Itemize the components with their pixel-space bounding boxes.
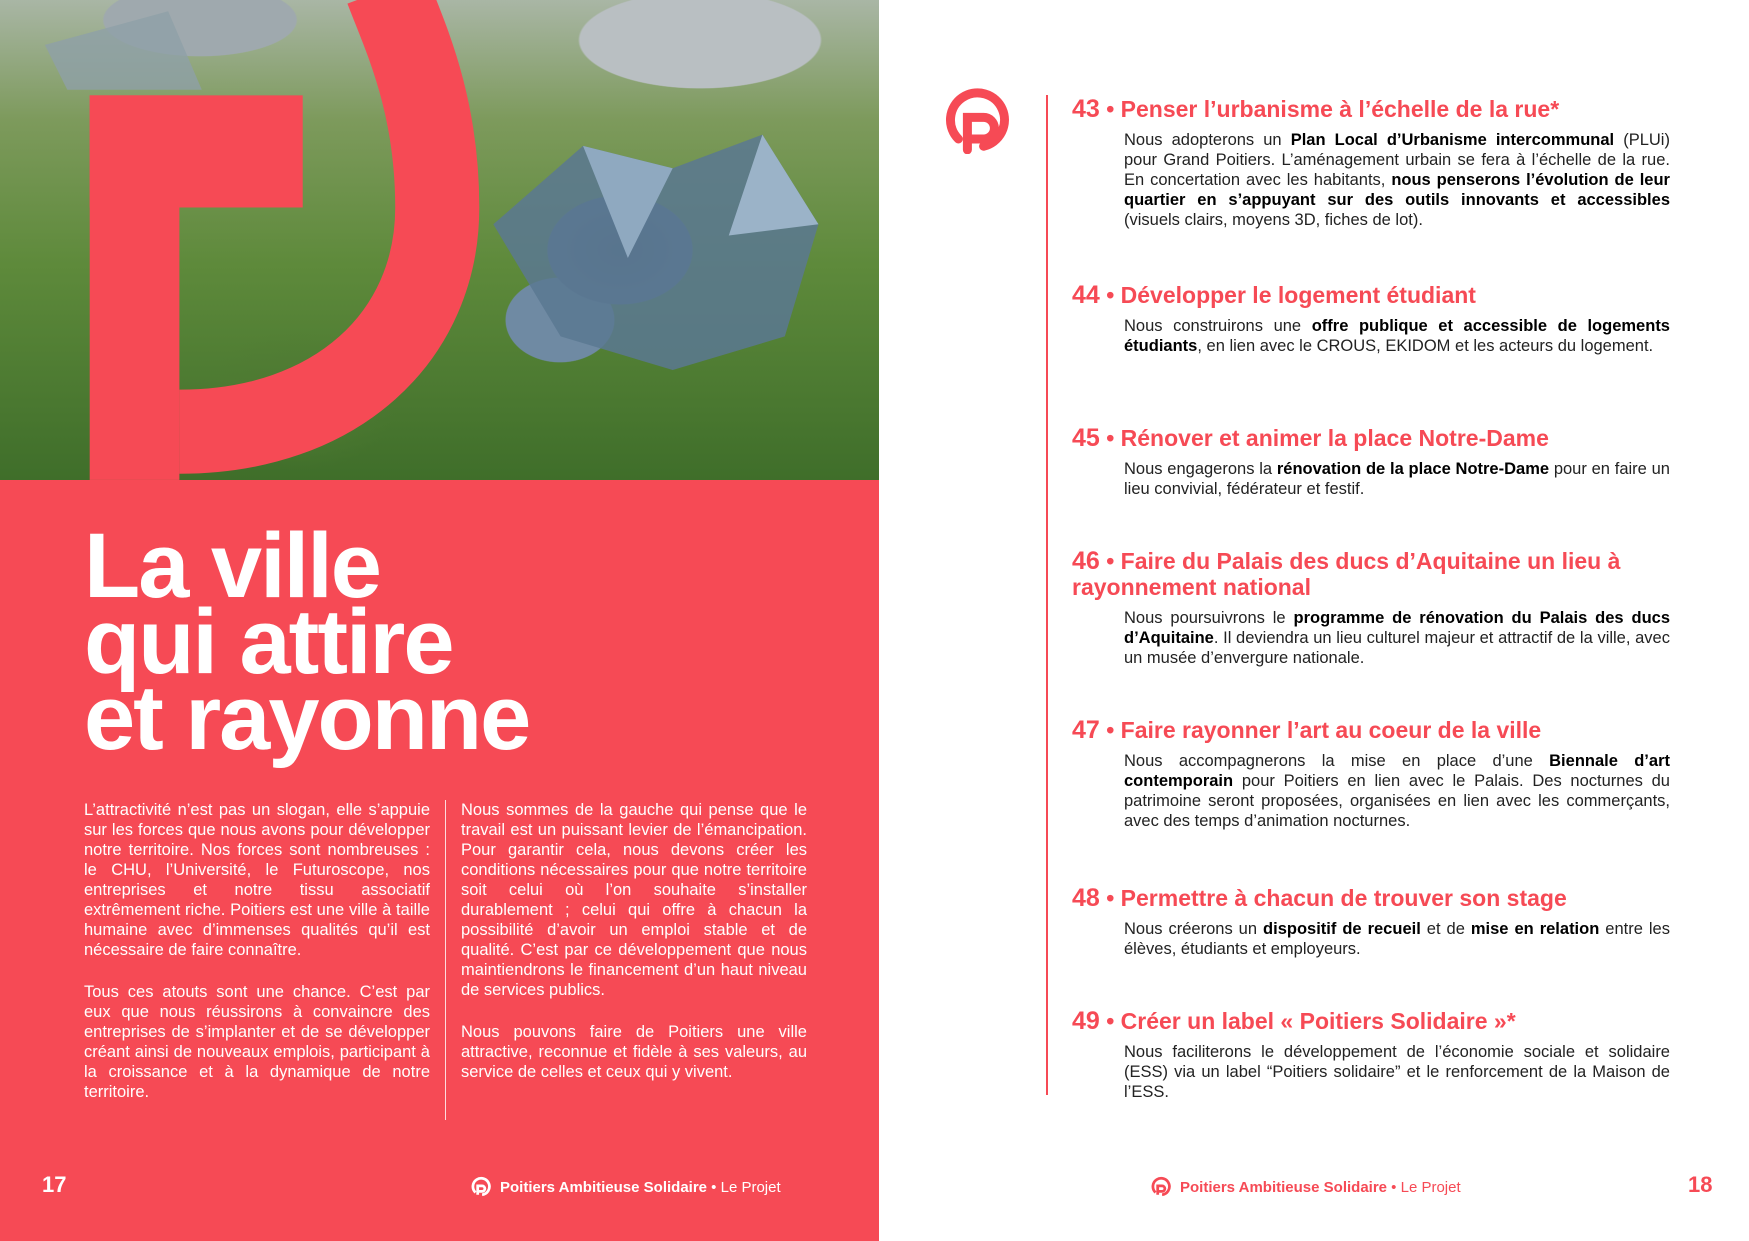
text: Nous accompagnerons la mise en place d’une: [1124, 752, 1550, 770]
proposal-heading: 49 • Créer un label « Poitiers Solidaire »*: [1072, 1007, 1516, 1035]
proposal-body: [1124, 919, 1670, 959]
proposal-title: Rénover et animer la place Notre-Dame: [1120, 425, 1549, 451]
bold-text: Biennale d’art contemporain: [1124, 752, 1670, 790]
proposal-number: 47: [1072, 716, 1100, 744]
title-line: qui attire: [84, 591, 453, 693]
bold-text: mise en relation: [1470, 920, 1600, 938]
bold-text: rénovation de la place Notre-Dame: [1276, 460, 1550, 478]
text: et de: [1420, 920, 1471, 938]
text: pour en faire un lieu convivial, fédérateur et festif.: [1124, 460, 1670, 498]
proposal-body: [1124, 130, 1670, 230]
footer: [1150, 1176, 1461, 1198]
proposal-number: 46: [1072, 547, 1100, 575]
proposal-item: [1072, 717, 1682, 831]
bold-text: dispositif de recueil: [1263, 920, 1421, 938]
proposal-title: Permettre à chacun de trouver son stage: [1120, 885, 1567, 911]
proposal-heading: 46 • Faire du Palais des ducs d’Aquitaine un lieu à rayonnement national: [1072, 547, 1621, 600]
proposal-number: 48: [1072, 884, 1100, 912]
text: . Il deviendra un lieu culturel majeur et attractif de la ville, avec un musée d’envergure nationale.: [1124, 629, 1670, 667]
logo-icon: [1150, 1176, 1172, 1198]
column-divider: [445, 800, 446, 1120]
footer-separator: •: [1387, 1178, 1401, 1196]
proposal-item: [1072, 425, 1682, 499]
footer-section: Le Projet: [1400, 1178, 1461, 1196]
proposal-heading: 45 • Rénover et animer la place Notre-Dame: [1072, 424, 1549, 452]
proposal-item: [1072, 1008, 1682, 1102]
proposal-item: [1072, 282, 1682, 356]
proposal-heading: 43 • Penser l’urbanisme à l’échelle de la rue*: [1072, 95, 1560, 123]
page-number: 17: [42, 1172, 67, 1197]
logo-icon: [944, 88, 1016, 154]
footer-brand: Poitiers Ambitieuse Solidaire: [1180, 1178, 1388, 1196]
paragraph: Tous ces atouts sont une chance. C’est par eux que nous réussirons à convaincre des entreprises de s’implanter et de se développer créant ainsi de nouveaux emplois, participant à la croissance et à la dynamique de notre territoire.: [84, 983, 430, 1101]
text: (visuels clairs, moyens 3D, fiches de lot).: [1124, 211, 1423, 229]
proposal-item: [1072, 885, 1682, 959]
title-line: La ville: [84, 515, 380, 617]
text: pour Poitiers en lien avec le Palais. Des nocturnes du patrimoine seront proposées, organisées en lien avec les commerçants, avec des temps d’animation nocturnes.: [1124, 772, 1670, 830]
text-column-1: [84, 800, 430, 1124]
proposal-heading: 47 • Faire rayonner l’art au coeur de la ville: [1072, 716, 1542, 744]
text: Nous faciliterons le développement de l’économie sociale et solidaire (ESS) via un label “Poitiers solidaire” et le renforcement de la Maison de l’ESS.: [1124, 1043, 1670, 1101]
logo-p-shape: [0, 0, 879, 480]
page-number: 18: [1688, 1172, 1713, 1197]
aerial-photo-futuroscope: [0, 0, 879, 480]
text: entre les élèves, étudiants et employeurs.: [1124, 920, 1670, 958]
bold-text: Plan Local d’Urbanisme intercommunal: [1290, 131, 1615, 149]
proposal-title: Faire rayonner l’art au coeur de la ville: [1120, 717, 1542, 743]
text-column-2: [461, 800, 807, 1104]
proposal-number: 49: [1072, 1007, 1100, 1035]
footer-separator: •: [707, 1178, 721, 1196]
text: Nous engagerons la: [1124, 460, 1277, 478]
proposal-title: Faire du Palais des ducs d’Aquitaine un lieu à rayonnement national: [1072, 548, 1621, 600]
footer: [470, 1176, 781, 1198]
proposal-heading: 44 • Développer le logement étudiant: [1072, 281, 1476, 309]
proposal-item: [1072, 96, 1682, 230]
bold-text: nous penserons l’évolution de leur quartier en s’appuyant sur des outils innovants et accessibles: [1124, 171, 1670, 209]
proposal-title: Développer le logement étudiant: [1120, 282, 1476, 308]
vertical-rule: [1046, 95, 1048, 1095]
text: Nous adopterons un: [1124, 131, 1291, 149]
proposal-body: [1124, 1042, 1670, 1102]
text: Nous poursuivrons le: [1124, 609, 1294, 627]
proposal-body: [1124, 459, 1670, 499]
proposal-body: [1124, 316, 1670, 356]
text: Nous créerons un: [1124, 920, 1264, 938]
proposal-heading: 48 • Permettre à chacun de trouver son stage: [1072, 884, 1567, 912]
logo-icon: [470, 1176, 492, 1198]
text: Nous construirons une: [1124, 317, 1312, 335]
footer-section: Le Projet: [720, 1178, 781, 1196]
proposal-number: 45: [1072, 424, 1100, 452]
proposal-item: [1072, 548, 1682, 668]
proposal-body: [1124, 751, 1670, 831]
footer-brand: Poitiers Ambitieuse Solidaire: [500, 1178, 708, 1196]
bold-text: offre publique et accessible de logements étudiants: [1124, 317, 1670, 355]
paragraph: Nous sommes de la gauche qui pense que le travail est un puissant levier de l’émancipation. Pour garantir cela, nous devons créer les conditions nécessaires pour que notre territoire soit celui où l’on souhaite s’installer durablement ; celui qui offre à chacun la possibilité d’avoir un emploi stable et de qualité. C’est par ce développement que nous maintiendrons le financement d’un haut niveau de services publics.: [461, 801, 807, 999]
paragraph: L’attractivité n’est pas un slogan, elle s’appuie sur les forces que nous avons pour développer notre territoire. Nos forces sont nombreuses : le CHU, l’Université, le Futuroscope, nos entreprises et notre tissu associatif extrêmement riche. Poitiers est une ville à taille humaine avec d’immenses qualités qu’il est nécessaire de faire connaître.: [84, 801, 430, 959]
proposal-number: 44: [1072, 281, 1100, 309]
proposal-title: Penser l’urbanisme à l’échelle de la rue*: [1120, 96, 1560, 122]
bold-text: programme de rénovation du Palais des ducs d’Aquitaine: [1124, 609, 1671, 647]
text: (PLUi) pour Grand Poitiers. L’aménagement urbain se fera à l’échelle de la rue. En concertation avec les habitants,: [1124, 131, 1670, 189]
page-title: [84, 515, 530, 769]
paragraph: Nous pouvons faire de Poitiers une ville attractive, reconnue et fidèle à ses valeurs, au service de celles et ceux qui y vivent.: [461, 1023, 807, 1081]
text: , en lien avec le CROUS, EKIDOM et les acteurs du logement.: [1197, 337, 1654, 355]
proposal-body: [1124, 608, 1670, 668]
proposal-number: 43: [1072, 95, 1100, 123]
proposal-title: Créer un label « Poitiers Solidaire »*: [1120, 1008, 1516, 1034]
title-line: et rayonne: [84, 667, 530, 769]
